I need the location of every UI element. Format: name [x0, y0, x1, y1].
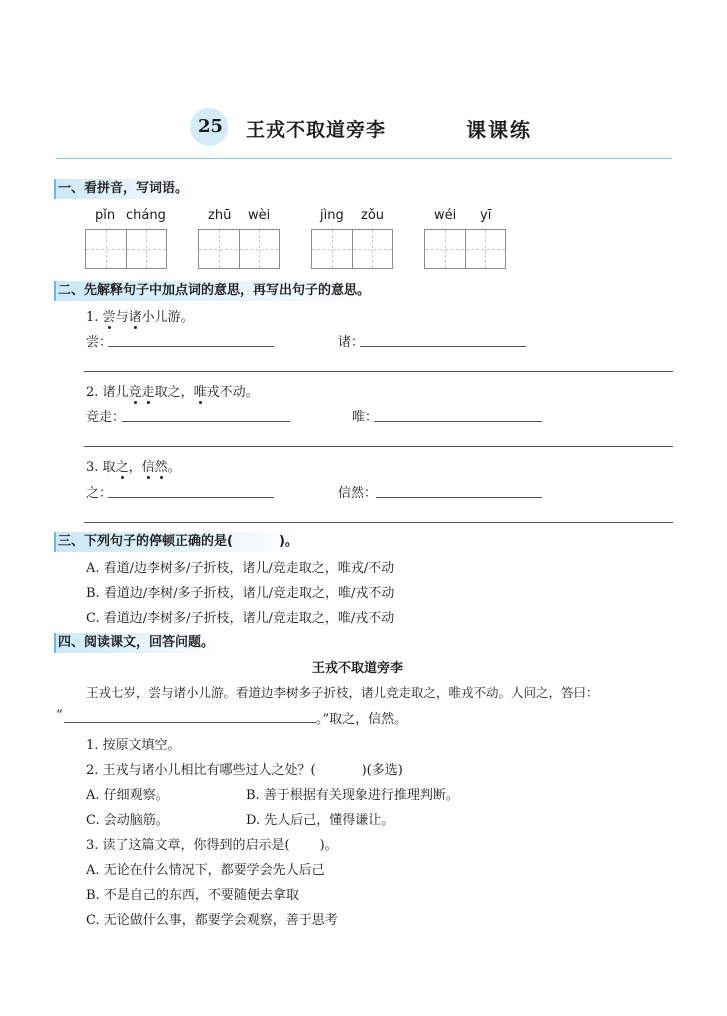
s2-q1-label-a: 尝：	[86, 335, 113, 350]
dotted-word: 之	[115, 460, 129, 475]
s2-q2-label-a: 竞走：	[86, 410, 126, 425]
s2-q2-sentence: 2. 诸儿竞走取之，唯戎不动。	[86, 385, 259, 400]
practice-label: 课课练	[466, 118, 532, 142]
s3-option-c[interactable]: C. 看道边/李树多/子折枝，诸儿/竞走取之，唯/戎不动	[86, 611, 395, 626]
s2-q2-label-b: 唯：	[352, 410, 379, 425]
writing-box-4[interactable]	[424, 229, 506, 269]
pinyin-1b: cháng	[126, 208, 166, 223]
s4-q2: 2. 王戎与诸小儿相比有哪些过人之处？( )(多选)	[86, 763, 403, 778]
passage-fill-line[interactable]	[64, 722, 316, 723]
section4-heading: 四、阅读课文，回答问题。	[56, 633, 218, 653]
answer-line[interactable]	[108, 346, 274, 347]
writing-box-2[interactable]	[198, 229, 280, 269]
s2-q1-label-b: 诸：	[338, 335, 365, 350]
sentence-answer-line[interactable]	[84, 446, 673, 447]
sentence-answer-line[interactable]	[84, 522, 673, 523]
s4-q3: 3. 读了这篇文章，你得到的启示是( )。	[86, 838, 338, 853]
dotted-word: 尝	[102, 310, 116, 325]
s4-q1: 1. 按原文填空。	[86, 738, 181, 753]
s2-q3-label-a: 之：	[86, 486, 113, 501]
dotted-word: 信	[141, 460, 155, 475]
dotted-word: 竞	[128, 385, 142, 400]
s2-q3-sentence: 3. 取之，信然。	[86, 460, 181, 475]
sentence-answer-line[interactable]	[84, 371, 673, 372]
s4-q3-option-b[interactable]: B. 不是自己的东西，不要随便去拿取	[86, 888, 299, 903]
pinyin-1a: pǐn	[95, 208, 116, 223]
pinyin-2b: wèi	[248, 208, 271, 223]
section1-heading: 一、看拼音，写词语。	[56, 179, 192, 199]
answer-line[interactable]	[374, 421, 542, 422]
s4-q2-option-a[interactable]: A. 仔细观察。	[86, 788, 169, 803]
answer-line[interactable]	[108, 497, 274, 498]
passage-open-quote: “	[56, 708, 63, 723]
passage-title: 王戎不取道旁李	[312, 661, 404, 676]
writing-box-3[interactable]	[311, 229, 393, 269]
s3-option-b[interactable]: B. 看道边/李树/多子折枝，诸儿/竞走取之，唯/戎不动	[86, 586, 395, 601]
answer-line[interactable]	[360, 346, 526, 347]
s2-q3-label-b: 信然：	[338, 486, 378, 501]
pinyin-4a: wéi	[434, 208, 457, 223]
dotted-word: 唯	[193, 385, 207, 400]
writing-box-1[interactable]	[85, 229, 167, 269]
s3-option-a[interactable]: A. 看道/边李树多/子折枝，诸儿/竞走取之，唯戎/不动	[86, 561, 395, 576]
s4-q2-option-c[interactable]: C. 会动脑筋。	[86, 813, 169, 828]
s2-q1-sentence: 1. 尝与诸小儿游。	[86, 310, 194, 325]
answer-line[interactable]	[376, 497, 542, 498]
dotted-word: 诸	[128, 310, 142, 325]
dotted-word: 走	[141, 385, 155, 400]
pinyin-3b: zǒu	[361, 208, 385, 223]
pinyin-3a: jìng	[320, 208, 344, 223]
lesson-title: 王戎不取道旁李	[246, 119, 387, 141]
header-divider	[56, 158, 672, 159]
s4-q2-option-b[interactable]: B. 善于根据有关现象进行推理判断。	[246, 788, 459, 803]
section3-heading: 三、下列句子的停顿正确的是( )。	[56, 532, 302, 552]
pinyin-2a: zhū	[208, 208, 232, 223]
section2-heading: 二、先解释句子中加点词的意思，再写出句子的意思。	[56, 281, 374, 301]
pinyin-4b: yī	[480, 208, 492, 223]
answer-line[interactable]	[122, 421, 290, 422]
s4-q3-option-c[interactable]: C. 无论做什么事，都要学会观察，善于思考	[86, 913, 338, 928]
s4-q3-option-a[interactable]: A. 无论在什么情况下，都要学会先人后己	[86, 863, 325, 878]
passage-line-1: 王戎七岁，尝与诸小儿游。看道边李树多子折枝，诸儿竞走取之，唯戎不动。人问之，答曰：	[86, 685, 599, 700]
dotted-word: 然	[154, 460, 168, 475]
passage-line-2-end: 。”取之，信然。	[316, 712, 408, 727]
lesson-number: 25	[198, 116, 224, 137]
s4-q2-option-d[interactable]: D. 先人后己，懂得谦让。	[246, 813, 395, 828]
